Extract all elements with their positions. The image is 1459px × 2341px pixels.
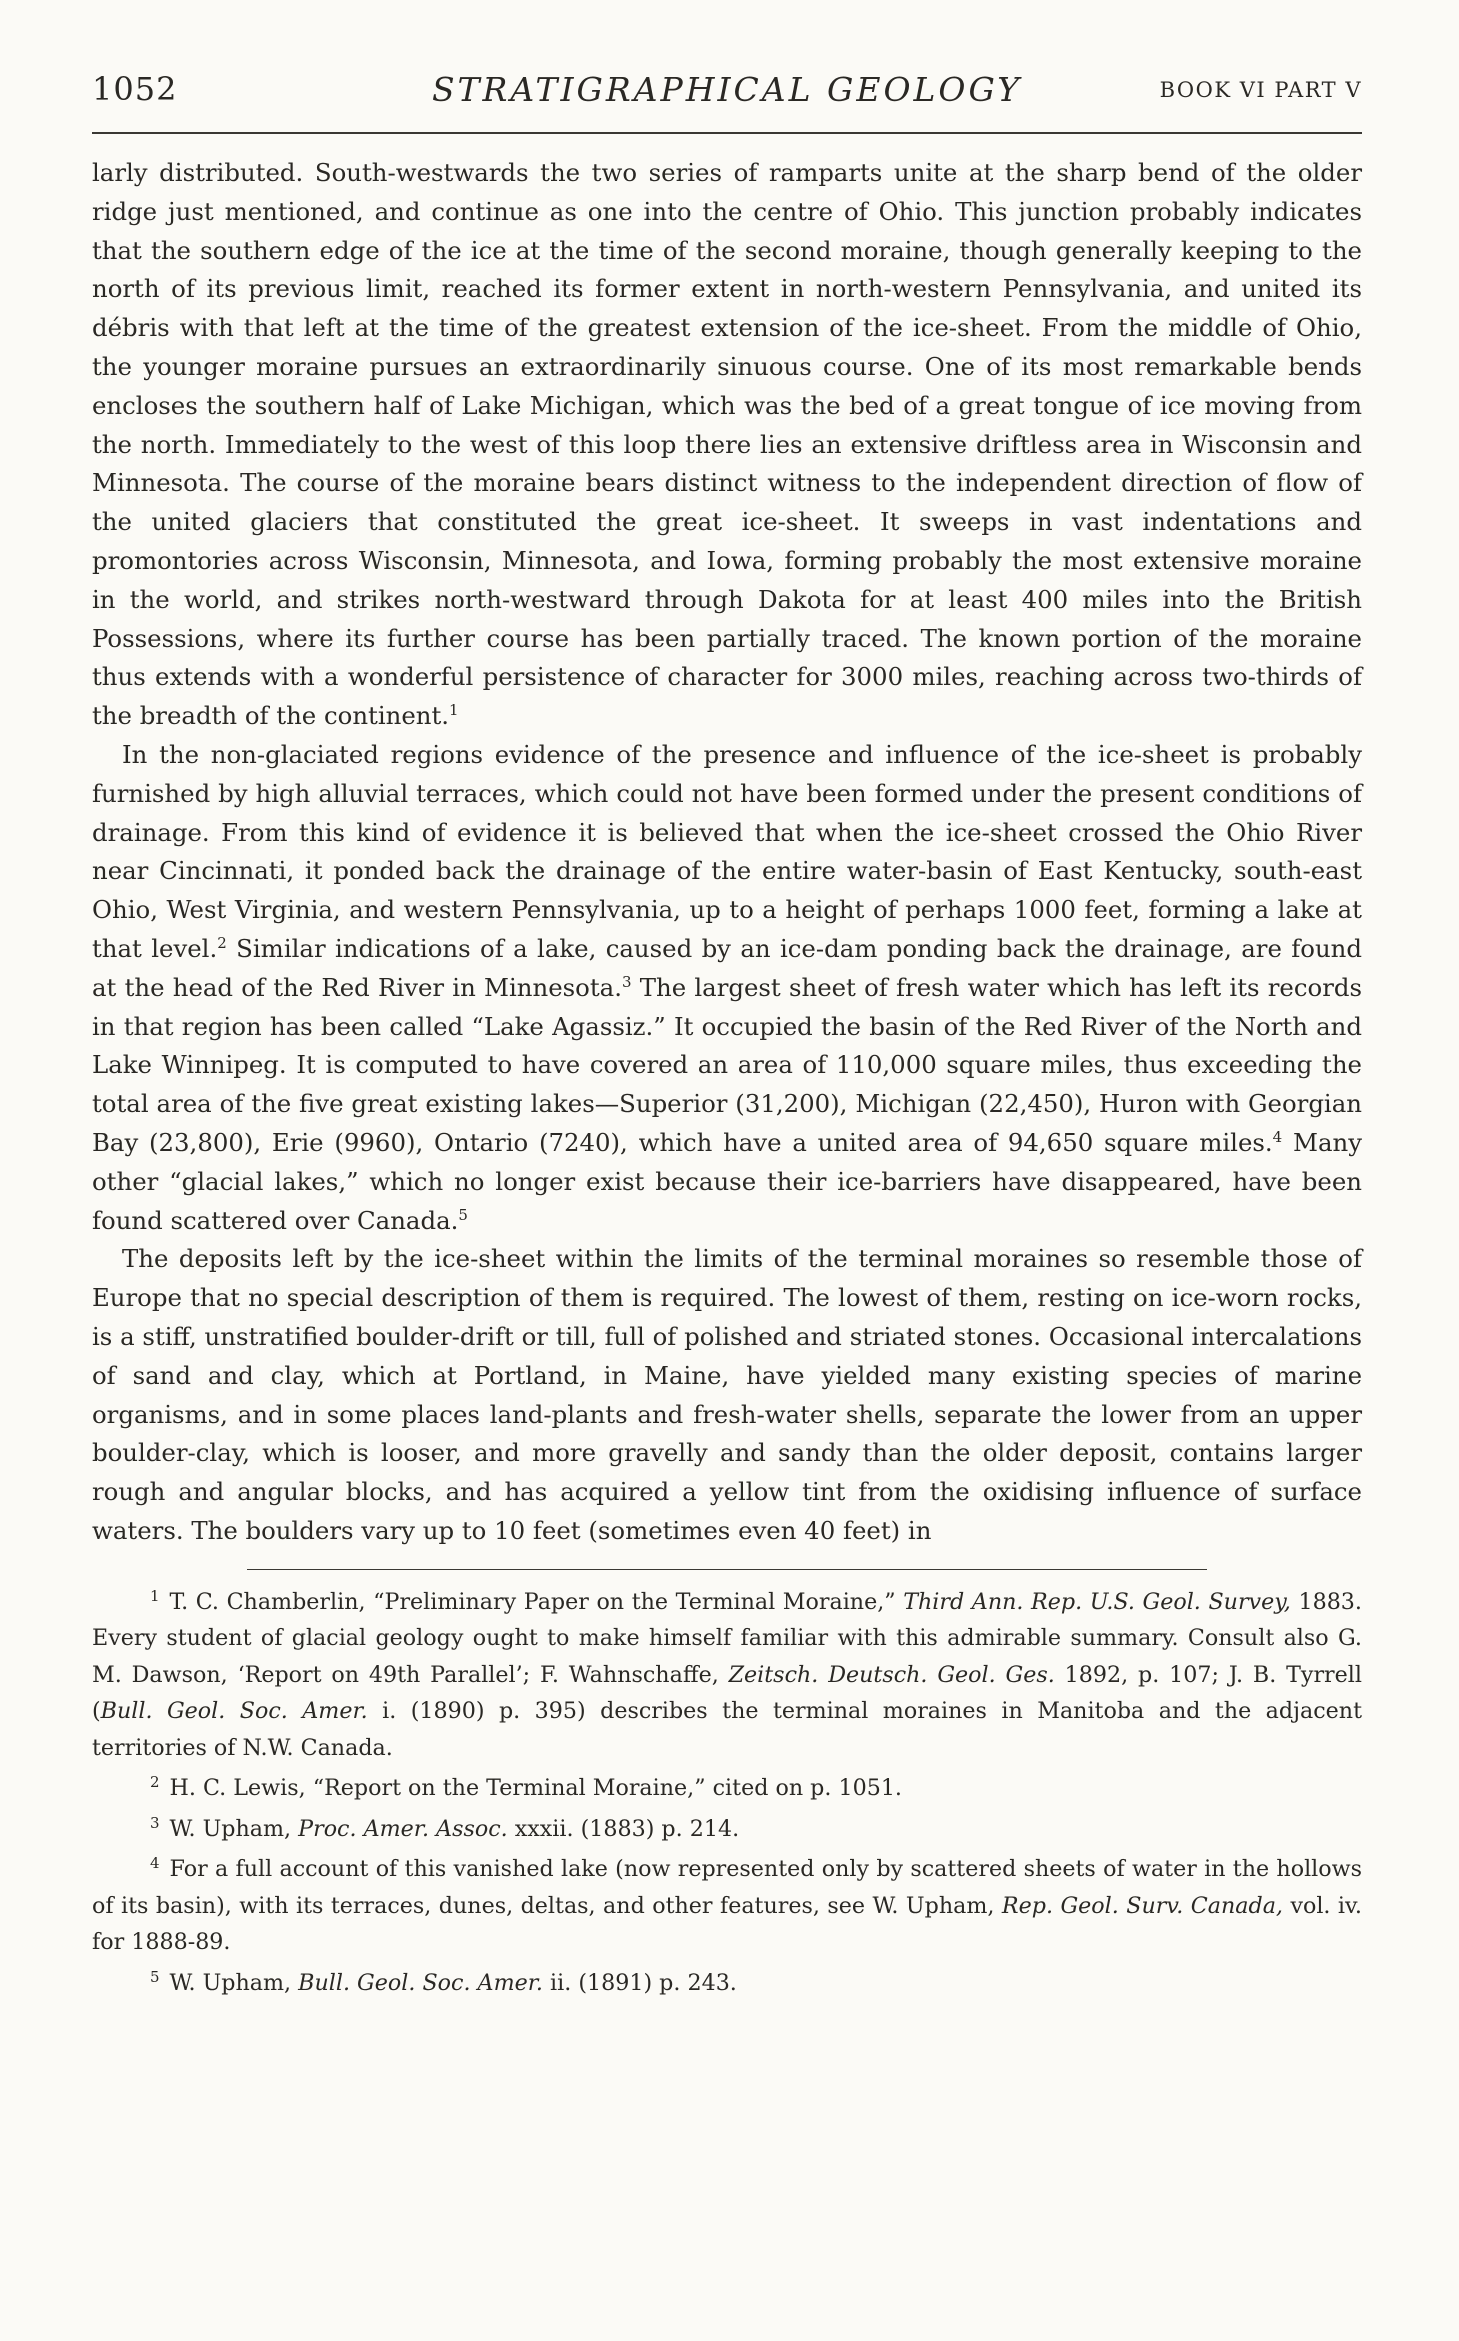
paragraph-2-text-d: Many other “glacial lakes,” which no longer exist because their ice-barriers have disappeared, have been found scattered over Canada. bbox=[92, 1127, 1362, 1235]
paragraph-2-text-a: In the non-glaciated regions evidence of the presence and influence of the ice-sheet is probably furnished by high alluvial terraces, which could not have been formed under the present conditions of drainage. From this kind of evidence it is believed that when the ice-sheet crossed the Ohio River near Cincinnati, it ponded back the drainage of the entire water-basin of East Kentucky, south-east Ohio, West Virginia, and western Pennsylvania, up to a height of perhaps 1000 feet, forming a lake at that level. bbox=[92, 739, 1362, 963]
footnote-rule bbox=[247, 1569, 1207, 1570]
running-title: STRATIGRAPHICAL GEOLOGY bbox=[431, 70, 1023, 109]
paragraph-2-text-b: Similar indications of a lake, caused by an ice-dam ponding back the drainage, are found at the head of the Red River in Minnesota. bbox=[92, 933, 1362, 1002]
paragraph-3-text: The deposits left by the ice-sheet within the limits of the terminal moraines so resemble those of Europe that no special description of them is required. The lowest of them, resting on ice-worn rocks, is a stiff, unstratified boulder-drift or till, full of polished and striated stones. Occasional intercalations of sand and clay, which at Portland, in Maine, have yielded many existing species of marine organisms, and in some places land-plants and fresh-water shells, separate the lower from an upper boulder-clay, which is looser, and more gravelly and sandy than the older deposit, contains larger rough and angular blocks, and has acquired a yellow tint from the oxidising influence of surface waters. The boulders vary up to 10 feet (sometimes even 40 feet) in bbox=[92, 1244, 1362, 1545]
footnote-text: W. Upham, bbox=[169, 1969, 299, 1996]
header-rule bbox=[92, 132, 1362, 134]
footnote-text: ii. (1891) p. 243. bbox=[542, 1969, 737, 1996]
footnote-2 bbox=[92, 1770, 1362, 1807]
footnote-citation-title: Proc. Amer. Assoc. bbox=[298, 1815, 508, 1842]
footnote-citation-title: Zeitsch. Deutsch. Geol. Ges. bbox=[728, 1661, 1055, 1688]
footnote-text: vol. iv. for 1888-89. bbox=[92, 1892, 1362, 1956]
footnote-mark: 4 bbox=[150, 1854, 160, 1873]
footnote-text: xxxii. (1883) p. 214. bbox=[507, 1815, 740, 1842]
note-ref-5: 5 bbox=[458, 1205, 468, 1224]
footnote-text: T. C. Chamberlin, “Preliminary Paper on the Terminal Moraine,” bbox=[169, 1588, 904, 1615]
page-number: 1052 bbox=[92, 70, 178, 108]
footnote-text: W. Upham, bbox=[169, 1815, 299, 1842]
footnotes bbox=[92, 1584, 1362, 2002]
footnote-mark: 1 bbox=[150, 1586, 160, 1605]
footnote-4 bbox=[92, 1851, 1362, 1961]
paragraph-1-text: larly distributed. South-westwards the two series of ramparts unite at the sharp bend of the older ridge just mentioned, and continue as one into the centre of Ohio. This junction probably indicates that the southern edge of the ice at the time of the second moraine, though generally keeping to the north of its previous limit, reached its former extent in north-western Pennsylvania, and united its débris with that left at the time of the greatest extension of the ice-sheet. From the middle of Ohio, the younger moraine pursues an extraordinarily sinuous course. One of its most remarkable bends encloses the southern half of Lake Michigan, which was the bed of a great tongue of ice moving from the north. Immediately to the west of this loop there lies an extensive driftless area in Wisconsin and Minnesota. The course of the moraine bears distinct witness to the independent direction of flow of the united glaciers that constituted the great ice-sheet. It sweeps in vast indentations and promontories across Wisconsin, Minnesota, and Iowa, forming probably the most extensive moraine in the world, and strikes north-westward through Dakota for at least 400 miles into the British Possessions, where its further course has been partially traced. The known portion of the moraine thus extends with a wonderful persistence of character for 3000 miles, reaching across two-thirds of the breadth of the continent. bbox=[92, 158, 1362, 731]
paragraph-2-text-c: The largest sheet of fresh water which has left its records in that region has been called “Lake Agassiz.” It occupied the basin of the Red River of the North and Lake Winnipeg. It is computed to have covered an area of 110,000 square miles, thus exceeding the total area of the five great existing lakes—Superior (31,200), Michigan (22,450), Huron with Georgian Bay (23,800), Erie (9960), Ontario (7240), which have a united area of 94,650 square miles. bbox=[92, 972, 1362, 1157]
footnote-text: H. C. Lewis, “Report on the Terminal Moraine,” cited on p. 1051. bbox=[169, 1775, 902, 1802]
footnote-text: i. (1890) p. 395) describes the terminal moraines in Manitoba and the adjacent territories of N.W. Canada. bbox=[92, 1698, 1362, 1761]
footnote-5 bbox=[92, 1965, 1362, 2002]
paragraph-3 bbox=[92, 1240, 1362, 1550]
footnote-citation-title: Third Ann. Rep. U.S. Geol. Survey, bbox=[903, 1588, 1291, 1615]
note-ref-1: 1 bbox=[449, 701, 459, 720]
footnote-citation-title: Bull. Geol. Soc. Amer. bbox=[100, 1698, 368, 1725]
footnote-mark: 3 bbox=[150, 1813, 160, 1832]
note-ref-3: 3 bbox=[621, 972, 632, 991]
page bbox=[92, 70, 1362, 2001]
note-ref-4: 4 bbox=[1272, 1127, 1283, 1146]
footnote-1 bbox=[92, 1584, 1362, 1767]
page-header bbox=[92, 70, 1362, 126]
body-text bbox=[92, 154, 1362, 1551]
footnote-citation-title: Bull. Geol. Soc. Amer. bbox=[298, 1969, 543, 1996]
footnote-mark: 2 bbox=[150, 1773, 160, 1792]
footnote-mark: 5 bbox=[150, 1967, 160, 1986]
footnote-text: 1883. Every student of glacial geology ought to make himself familiar with this admirable summary. Consult also G. M. Dawson, ‘Report on 49th Parallel’; F. Wahnschaffe, bbox=[92, 1588, 1362, 1688]
footnote-citation-title: Rep. Geol. Surv. Canada, bbox=[1001, 1892, 1283, 1919]
section-label: BOOK VI PART V bbox=[1159, 78, 1362, 102]
footnote-text: 1892, p. 107; J. B. Tyrrell ( bbox=[92, 1661, 1362, 1725]
note-ref-2: 2 bbox=[217, 933, 227, 952]
footnote-text: For a full account of this vanished lake (now represented only by scattered sheets of water in the hollows of its basin), with its terraces, dunes, deltas, and other features, see W. Upham, bbox=[92, 1856, 1362, 1919]
footnote-3 bbox=[92, 1811, 1362, 1848]
paragraph-2 bbox=[92, 736, 1362, 1240]
paragraph-1 bbox=[92, 154, 1362, 736]
